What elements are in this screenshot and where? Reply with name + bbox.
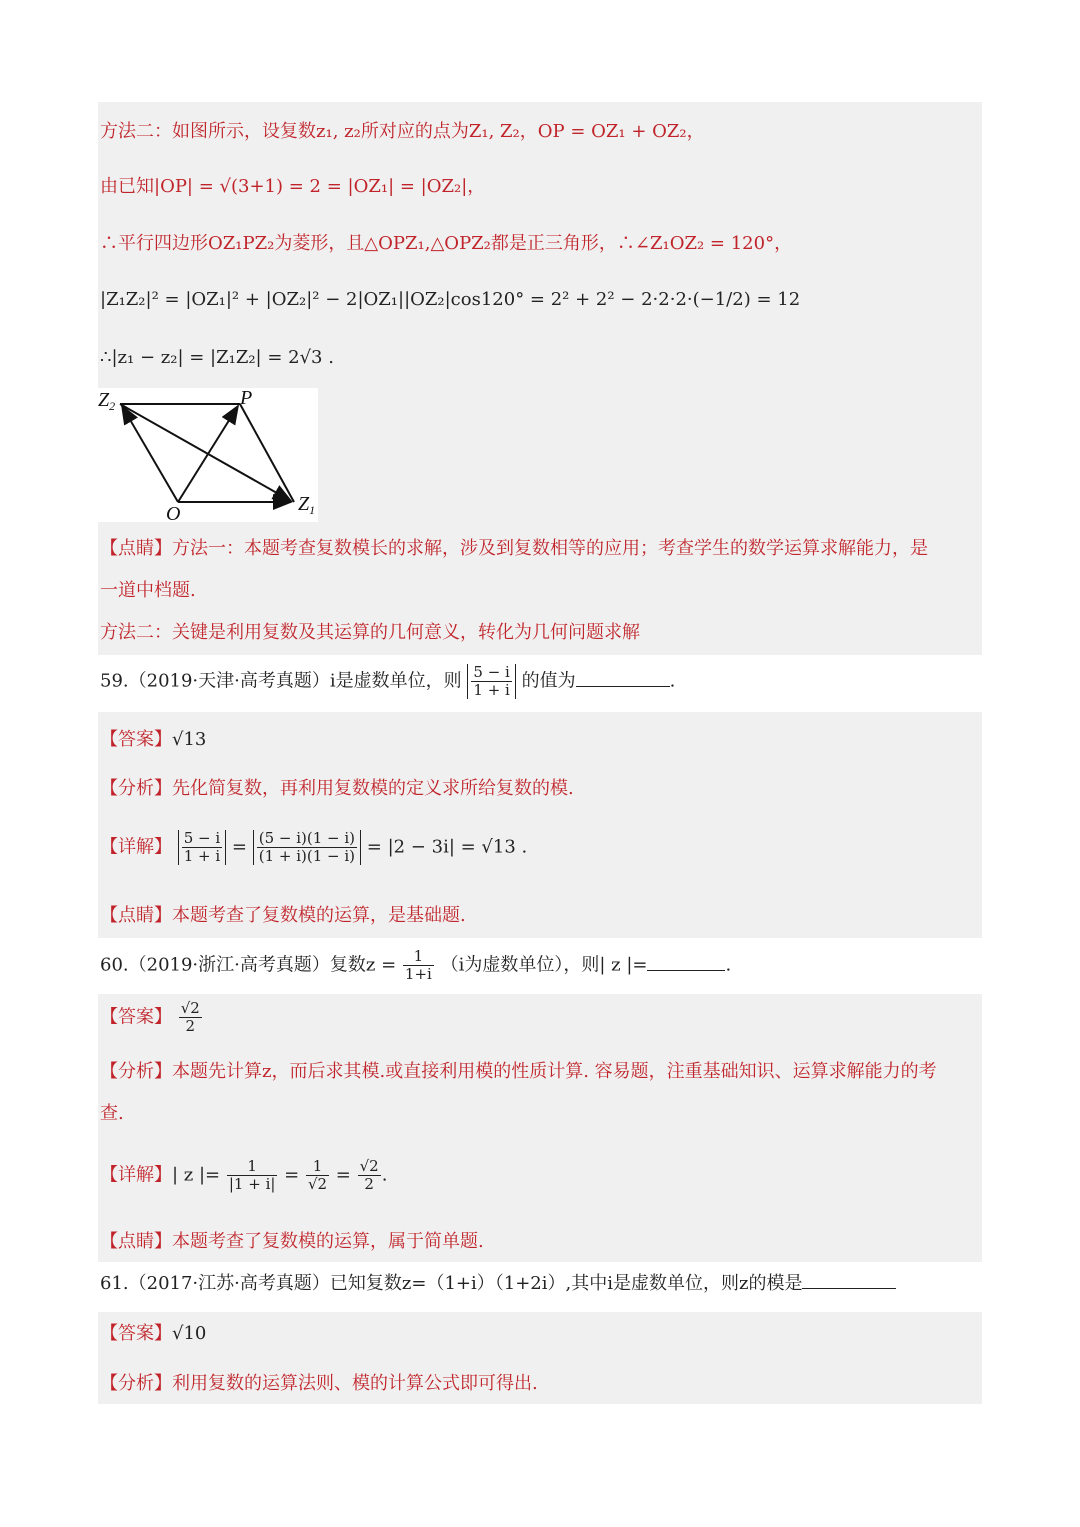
q60-analysis-1: 【分析】本题先计算z，而后求其模.或直接利用模的性质计算. 容易题，注重基础知识、运算求解能力的考: [100, 1061, 937, 1082]
label-z1-sub: 1: [309, 503, 316, 517]
q60-tip: 【点睛】本题考查了复数模的运算，属于简单题.: [100, 1231, 484, 1252]
q59-question: 59.（2019·天津·高考真题）i是虚数单位，则 $\frac{5 - i}{1 + i}$ 的值为 .: [100, 663, 676, 699]
q61-analysis: 【分析】利用复数的运算法则、模的计算公式即可得出.: [100, 1373, 538, 1394]
label-z1: Z: [298, 493, 310, 515]
q59-answer: 【答案】√13: [100, 729, 207, 750]
q59-analysis: 【分析】先化简复数，再利用复数模的定义求所给复数的模.: [100, 778, 574, 799]
method2-line5: ∴|z₁ − z₂| = |Z₁Z₂| = 2√3 .: [100, 347, 334, 368]
q60-question: 60.（2019·浙江·高考真题）复数z = $\frac{1}{1+i}$ （i为虚数单位），则| z |= .: [100, 947, 732, 983]
q59-detail: 【详解】 $\frac{5 - i}{1 + i}$ = $\frac{(5 - i)(1 - i)}{(1 + i)(1 - i)}$ = |2 − 3i| = √13 .: [100, 829, 528, 865]
tip-line2: 方法二：关键是利用复数及其运算的几何意义，转化为几何问题求解: [100, 622, 640, 643]
method2-line3: ∴平行四边形OZ₁PZ₂为菱形，且△OPZ₁,△OPZ₂都是正三角形，∴∠Z₁OZ₂ = 120°，: [100, 233, 793, 254]
tip-line1b: 一道中档题.: [100, 580, 196, 601]
label-z2: Z: [98, 389, 110, 411]
q61-answer-blank: [802, 1288, 896, 1289]
label-z2-sub: 2: [109, 399, 116, 413]
q59-answer-blank: [576, 686, 670, 687]
label-p: P: [240, 388, 253, 409]
q60-analysis-2: 查.: [100, 1103, 124, 1124]
method2-line2: 由已知|OP| = √(3+1) = 2 = |OZ₁| = |OZ₂|，: [100, 176, 486, 197]
rhombus-figure: [98, 388, 318, 522]
method2-line4: |Z₁Z₂|² = |OZ₁|² + |OZ₂|² − 2|OZ₁||OZ₂|cos120° = 2² + 2² − 2·2·2·(−1/2) = 12: [100, 289, 801, 310]
q60-answer-blank: [647, 970, 725, 971]
svg-text:Z2: [98, 389, 115, 413]
vector-z2z1: [120, 404, 291, 501]
rhombus-diagram: [98, 388, 318, 522]
q60-detail: 【详解】| z |= $\frac{1}{|1 + i|}$ = $\frac{1}{√2}$ = $\frac{√2}{2}$ .: [100, 1157, 388, 1193]
method2-line1: 方法二：如图所示，设复数z₁, z₂所对应的点为Z₁, Z₂，OP = OZ₁ + OZ₂，: [100, 121, 705, 142]
q61-question: 61.（2017·江苏·高考真题）已知复数z=（1+i）（1+2i）,其中i是虚数单位，则z的模是: [100, 1272, 896, 1296]
label-o: O: [166, 503, 181, 522]
svg-text:Z1: [298, 493, 315, 517]
q61-answer: 【答案】√10: [100, 1323, 207, 1344]
q59-tip: 【点睛】本题考查了复数模的运算，是基础题.: [100, 905, 466, 926]
tip-line1: 【点睛】方法一：本题考查复数模长的求解，涉及到复数相等的应用；考查学生的数学运算求解能力，是: [100, 538, 928, 559]
solution-block-60: [98, 994, 982, 1262]
q60-answer: 【答案】 $\frac{√2}{2}$: [100, 999, 200, 1035]
